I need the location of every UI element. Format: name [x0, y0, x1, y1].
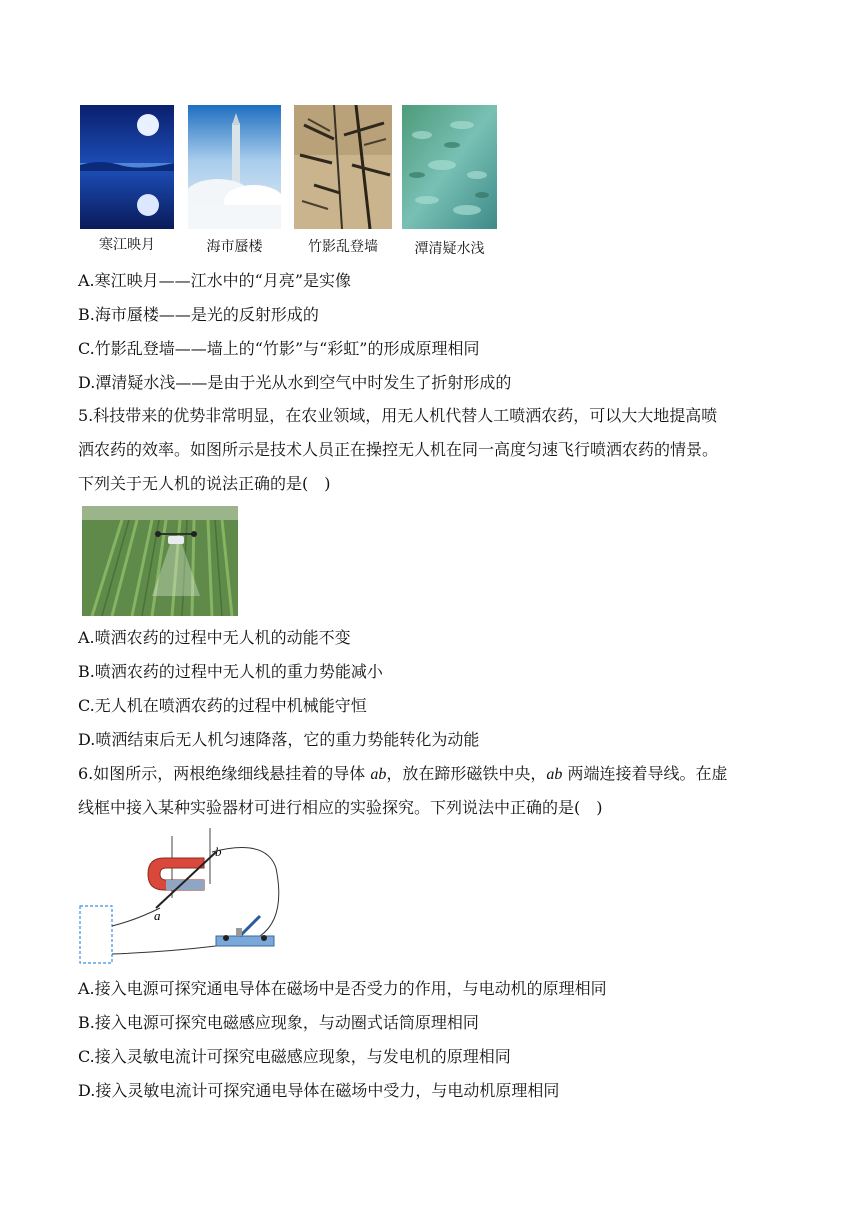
image-drone-spraying — [82, 506, 238, 616]
q6-var-ab-2: ab — [546, 766, 563, 783]
q5-option-a: A.喷洒农药的过程中无人机的动能不变 — [78, 628, 351, 647]
q5-stem-line-3: 下列关于无人机的说法正确的是( ) — [78, 474, 331, 493]
q6-option-a: A.接入电源可探究通电导体在磁场中是否受力的作用，与电动机的原理相同 — [78, 979, 607, 998]
q5-option-b: B.喷洒农药的过程中无人机的重力势能减小 — [78, 662, 383, 681]
q5-option-c: C.无人机在喷洒农药的过程中机械能守恒 — [78, 696, 367, 715]
q4-option-c: C.竹影乱登墙——墙上的“竹影”与“彩虹”的形成原理相同 — [78, 339, 480, 358]
magnet-experiment-diagram — [76, 828, 296, 968]
q6-stem-part-1: 6.如图所示，两根绝缘细线悬挂着的导体 — [78, 764, 371, 783]
q4-option-d: D.潭清疑水浅——是由于光从水到空气中时发生了折射形成的 — [78, 373, 512, 392]
q5-stem-line-2: 洒农药的效率。如图所示是技术人员正在操控无人机在同一高度匀速飞行喷洒农药的情景。 — [78, 440, 719, 459]
q6-stem-part-3: 两端连接着导线。在虚 — [562, 764, 728, 783]
image-clear-pond — [402, 105, 497, 229]
dashed-frame — [80, 906, 112, 963]
q6-option-c: C.接入灵敏电流计可探究电磁感应现象，与发电机的原理相同 — [78, 1047, 511, 1066]
q4-option-a: A.寒江映月——江水中的“月亮”是实像 — [78, 271, 352, 290]
image-mirage — [188, 105, 281, 229]
q6-option-d: D.接入灵敏电流计可探究通电导体在磁场中受力，与电动机原理相同 — [78, 1081, 560, 1100]
caption-mirage: 海市蜃楼 — [206, 239, 263, 255]
label-a: a — [154, 908, 161, 923]
caption-moon: 寒江映月 — [99, 237, 155, 253]
q6-stem-part-2: ，放在蹄形磁铁中央， — [386, 764, 547, 783]
image-moon-reflection — [80, 105, 174, 229]
q5-option-d: D.喷洒结束后无人机匀速降落，它的重力势能转化为动能 — [78, 730, 480, 749]
q6-option-b: B.接入电源可探究电磁感应现象，与动圈式话筒原理相同 — [78, 1013, 479, 1032]
q4-option-b: B.海市蜃楼——是光的反射形成的 — [78, 305, 319, 324]
caption-bamboo: 竹影乱登墙 — [308, 239, 378, 255]
q6-stem-line-2: 线框中接入某种实验器材可进行相应的实验探究。下列说法中正确的是( ) — [78, 798, 603, 817]
q5-stem-line-1: 5.科技带来的优势非常明显，在农业领域，用无人机代替人工喷洒农药，可以大大地提高喷 — [78, 406, 718, 425]
image-bamboo-shadow — [294, 105, 392, 229]
caption-pond: 潭清疑水浅 — [414, 241, 485, 257]
label-b: b — [215, 844, 222, 859]
q6-stem-line-1 — [78, 763, 727, 786]
q6-var-ab: ab — [370, 766, 387, 783]
